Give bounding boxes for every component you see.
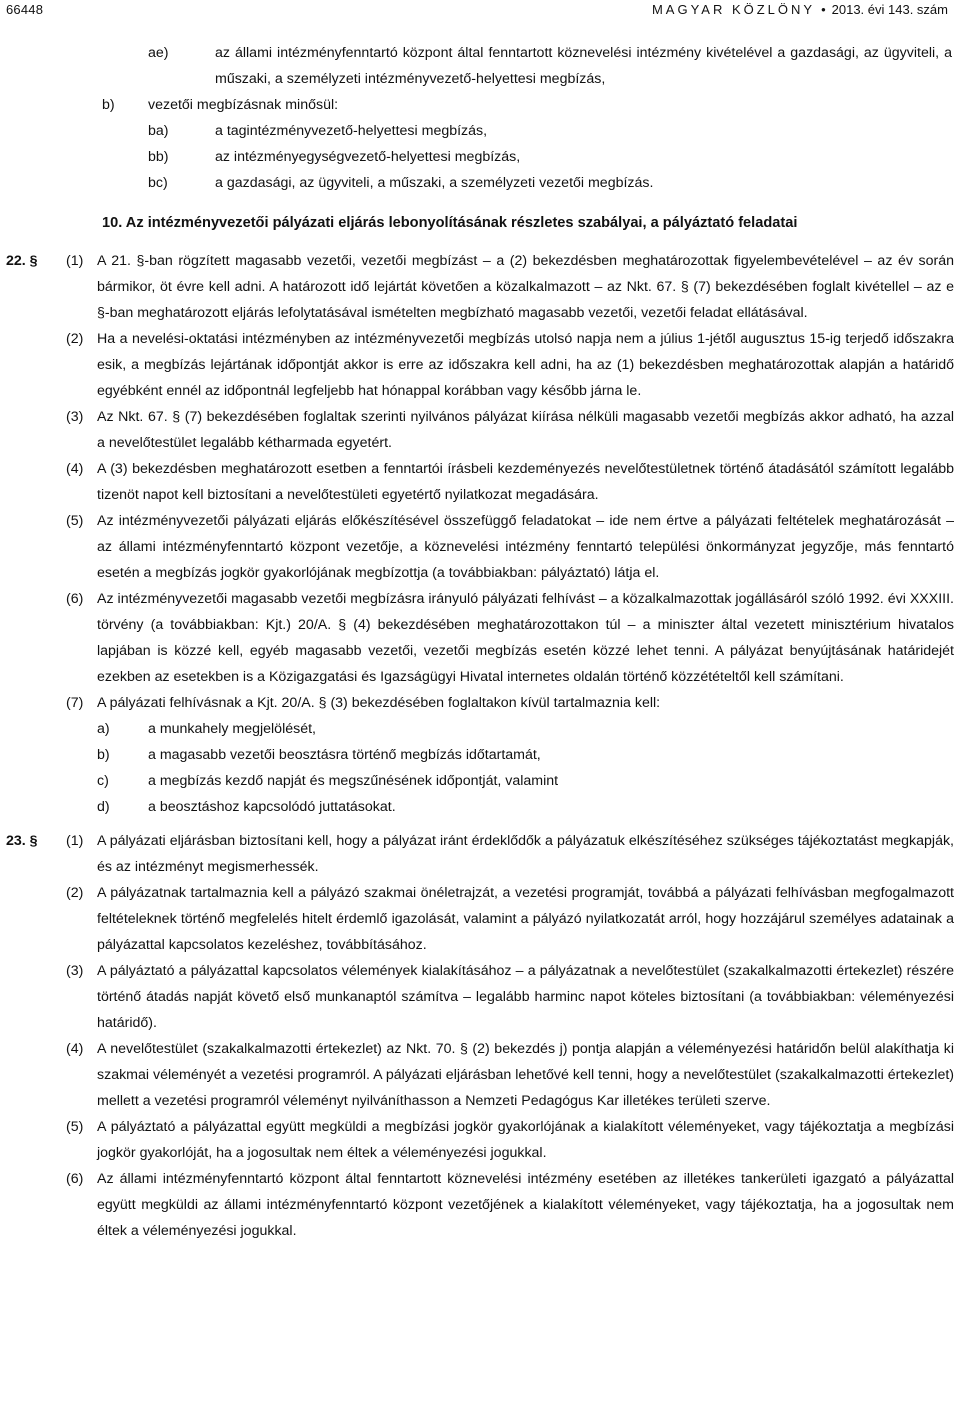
list-item-b — [0, 92, 960, 118]
spacer — [0, 820, 960, 828]
publication-title — [652, 2, 948, 17]
subsection-text: Az intézményvezetői magasabb vezetői megbízásra irányuló pályázati felhívást – a közalkalmazottak jogállásáról szóló 1992. évi XXXIII. törvény (a továbbiakban: Kjt.) 20/A. § (4) bekezdésében meghatározottakon túl – a miniszter által vezetett minisztérium hivatalos lapjában is közzé kell, egyéb magasabb vezetői, vezetői megbízás esetén közzé lehet tenni. A pályázat benyújtásának határidejét ezekben az esetekben is a Közigazgatási és Igazságügyi Hivatal internetes oldalán történő közzétételtől kell számítani. — [97, 591, 954, 685]
subsection-number: (7) — [66, 695, 84, 711]
document-body — [0, 40, 960, 1244]
list-item-bb — [0, 144, 960, 170]
item-text: a munkahely megjelölését, — [148, 721, 316, 737]
list-item-d — [0, 794, 960, 820]
subsection-number: (1) — [66, 833, 84, 849]
paragraph-22-3 — [0, 404, 960, 456]
subsection-number: (6) — [66, 591, 84, 607]
subsection-number: (6) — [66, 1171, 84, 1187]
item-label: bc) — [148, 175, 168, 191]
subsection-text: A nevelőtestület (szakalkalmazotti értekezlet) az Nkt. 70. § (2) bekezdés j) pontja alapján a véleményezési határidőn belül alakíthatja ki szakmai véleményét a vezetési programról. A pályázati eljárásban lehetővé kell tenni, hogy a nevelőtestület (szakalkalmazotti értekezlet) mellett a vezetési programról véleményt nyilváníthasson a Nemzeti Pedagógus Kar illetékes területi szerve. — [97, 1041, 954, 1109]
subsection-text: Az intézményvezetői pályázati eljárás előkészítésével összefüggő feladatokat – ide nem értve a pályázati feltételek meghatározását – az állami intézményfenntartó központ vezetője, a köznevelési intézmény fenntartó települési önkormányzat jegyzője, más fenntartó esetén a megbízás jogkör gyakorlójának megbízottja (a továbbiakban: pályáztató) látja el. — [97, 513, 954, 581]
item-text: az intézményegységvezető-helyettesi megbízás, — [215, 149, 521, 165]
item-text: a magasabb vezetői beosztásra történő megbízás időtartamát, — [148, 747, 541, 763]
subsection-text: Az Nkt. 67. § (7) bekezdésében foglaltak szerinti nyilvános pályázat kiírása nélküli magasabb vezetői megbízás akkor adható, ha azzal a nevelőtestület legalább kétharmada egyetért. — [97, 409, 954, 451]
item-label: b) — [97, 747, 110, 763]
paragraph-22-6 — [0, 586, 960, 690]
item-text: vezetői megbízásnak minősül: — [148, 97, 339, 113]
page-header — [0, 0, 948, 22]
subsection-text: A pályázatnak tartalmaznia kell a pályázó szakmai önéletrajzát, a vezetési programját, továbbá a pályázati felhívásban megfogalmazott feltételeknek történő megfelelés hitelt érdemlő igazolását, valamint a pályázó nyilatkozatát arról, hogy hozzájárul személyes adatainak a pályázattal kapcsolatos kezeléshez, továbbításához. — [97, 885, 954, 953]
paragraph-23-2 — [0, 880, 960, 958]
item-text: a gazdasági, az ügyviteli, a műszaki, a személyzeti vezetői megbízás. — [215, 175, 654, 191]
item-label: ba) — [148, 123, 169, 139]
list-item-ae — [0, 40, 960, 92]
subsection-text: Ha a nevelési-oktatási intézményben az intézményvezetői megbízás utolsó napja nem a július 1-jétől augusztus 15-ig terjedő időszakra esik, a megbízás lejártának időpontját akkor is erre az időszakra kell adni, ha az (1) bekezdésben meghatározottak alapján a határidő egyébként ennél az időpontnál legfeljebb hat hónappal korábban vagy később járna le. — [97, 331, 954, 399]
section-title: 10. Az intézményvezetői pályázati eljárás lebonyolításának részletes szabályai, a pályáztató feladatai — [102, 215, 798, 231]
item-text: a tagintézményvezető-helyettesi megbízás, — [215, 123, 488, 139]
subsection-number: (3) — [66, 963, 84, 979]
subsection-number: (2) — [66, 885, 84, 901]
header-separator: • — [821, 2, 826, 17]
subsection-number: (4) — [66, 461, 84, 477]
subsection-text: A pályáztató a pályázattal együtt megküldi a megbízási jogkör gyakorlójának a kialakított véleményeket, vagy tájékoztatja a megbízási jogkör gyakorlóját, ha a jogosultak nem éltek a véleményezési jogukkal. — [97, 1119, 954, 1161]
paragraph-number: 23. § — [6, 833, 38, 849]
subsection-number: (5) — [66, 1119, 84, 1135]
item-label: c) — [97, 773, 109, 789]
paragraph-23-5 — [0, 1114, 960, 1166]
subsection-text: A pályázati felhívásnak a Kjt. 20/A. § (3) bekezdésében foglaltakon kívül tartalmaznia kell: — [97, 695, 661, 711]
paragraph-22-7 — [0, 690, 960, 716]
item-label: ae) — [148, 45, 169, 61]
paragraph-23-4 — [0, 1036, 960, 1114]
subsection-text: A pályáztató a pályázattal kapcsolatos vélemények kialakításához – a pályázatnak a nevelőtestület (szakalkalmazotti értekezlet) részére történő átadás napját követő első munkanaptól számítva – legalább harminc napot köteles biztosítani (a továbbiakban: véleményezési határidő). — [97, 963, 954, 1031]
subsection-text: A 21. §-ban rögzített magasabb vezetői, vezetői megbízást – a (2) bekezdésben meghatározottak figyelembevételével – az év során bármikor, öt évre kell adni. A határozott idő lejártát követően a közalkalmazott – az Nkt. 67. § (7) bekezdésében foglalt kivétellel – az e §-ban meghatározott eljárás lefolytatásával ismételten megbízható magasabb vezetői, vezetői feladat ellátásával. — [97, 253, 954, 321]
paragraph-22-4 — [0, 456, 960, 508]
subsection-text: Az állami intézményfenntartó központ által fenntartott köznevelési intézmény esetében az illetékes tankerületi igazgató a pályázattal együtt megküldi az állami intézményfenntartó központ vezetőjének a kialakított véleményeket, vagy tájékoztatja, ha a jogosultak nem éltek a véleményezési jogukkal. — [97, 1171, 954, 1239]
paragraph-number: 22. § — [6, 253, 38, 269]
page-number: 66448 — [6, 2, 44, 17]
list-item-bc — [0, 170, 960, 196]
paragraph-23-6 — [0, 1166, 960, 1244]
subsection-text: A (3) bekezdésben meghatározott esetben a fenntartói írásbeli kezdeményezés nevelőtestületnek történő átadásától számított legalább tizenöt napot kell biztosítani a nevelőtestületi egyetértő nyilatkozat megadására. — [97, 461, 954, 503]
list-item-b2 — [0, 742, 960, 768]
item-text: a megbízás kezdő napját és megszűnésének időpontját, valamint — [148, 773, 559, 789]
subsection-number: (5) — [66, 513, 84, 529]
list-item-ba — [0, 118, 960, 144]
item-text: a beosztáshoz kapcsolódó juttatásokat. — [148, 799, 396, 815]
subsection-text: A pályázati eljárásban biztosítani kell, hogy a pályázat iránt érdeklődők a pályázatuk elkészítéséhez szükséges tájékoztatást megkapják, és az intézményt megismerhessék. — [97, 833, 954, 875]
item-label: d) — [97, 799, 110, 815]
subsection-number: (3) — [66, 409, 84, 425]
paragraph-22-1 — [0, 248, 960, 326]
item-text: az állami intézményfenntartó központ által fenntartott köznevelési intézmény kivételével a gazdasági, az ügyviteli, a műszaki, a személyzeti intézményvezető-helyettesi megbízás, — [215, 45, 952, 87]
item-label: b) — [102, 97, 115, 113]
paragraph-22-2 — [0, 326, 960, 404]
issue-label: 2013. évi 143. szám — [831, 2, 948, 17]
list-item-c — [0, 768, 960, 794]
paragraph-22-5 — [0, 508, 960, 586]
item-label: bb) — [148, 149, 169, 165]
paragraph-23-1 — [0, 828, 960, 880]
paragraph-23-3 — [0, 958, 960, 1036]
publication-name: MAGYAR KÖZLÖNY — [651, 2, 816, 17]
subsection-number: (4) — [66, 1041, 84, 1057]
item-label: a) — [97, 721, 110, 737]
subsection-number: (2) — [66, 331, 84, 347]
list-item-a — [0, 716, 960, 742]
subsection-number: (1) — [66, 253, 84, 269]
